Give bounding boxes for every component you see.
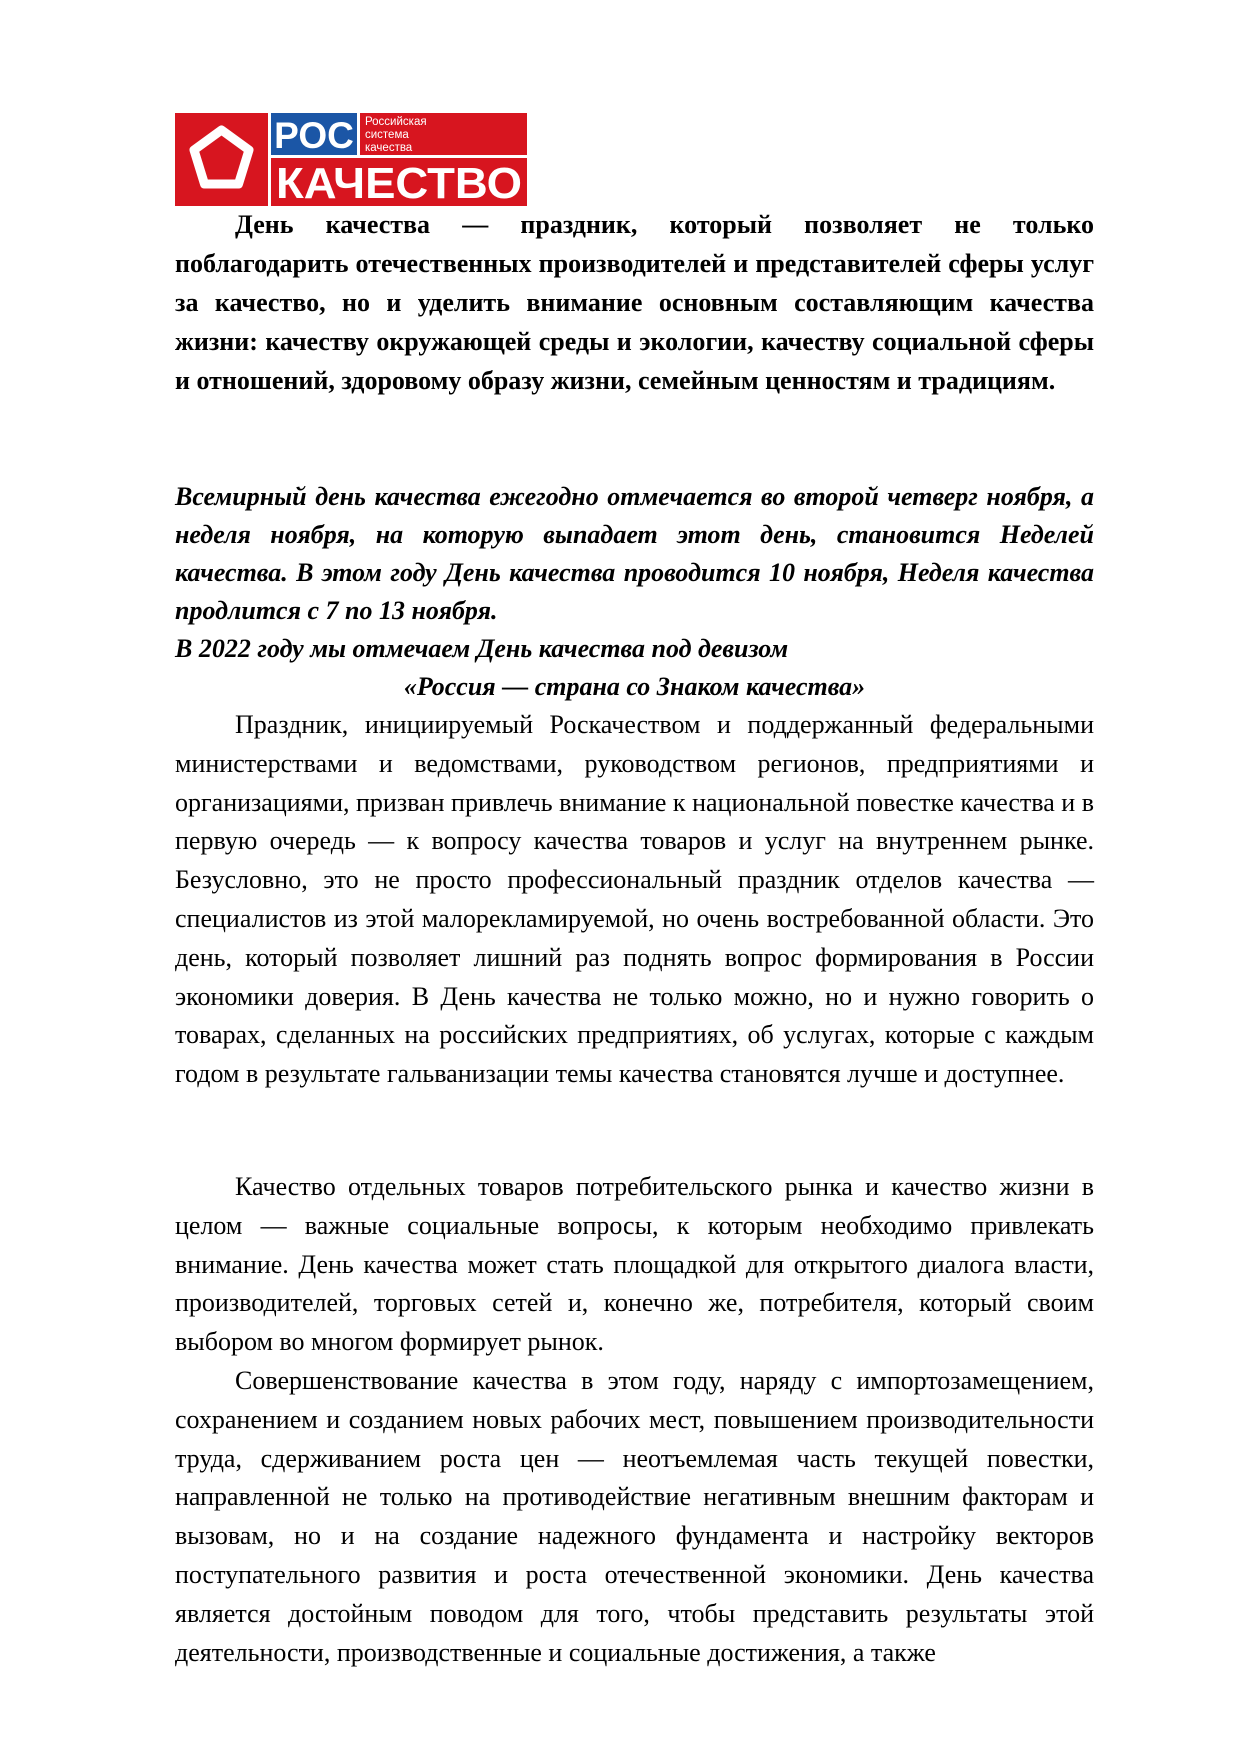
logo-tagline-line-2: система	[365, 129, 409, 141]
announcement-paragraph: Всемирный день качества ежегодно отмечается во второй четверг ноября, а неделя ноября, на которую выпадает этот день, становится Неделей качества. В этом году День качества проводится 10 ноября, Неделя качества продлится с 7 по 13 ноября.	[175, 482, 1094, 625]
body-paragraph: Праздник, инициируемый Роскачеством и поддержанный федеральными министерствами и ведомствами, руководством регионов, предприятиями и организациями, призван привлечь внимание к национальной повестке качества и в первую очередь — к вопросу качества товаров и услуг на внутреннем рынке. Безусловно, это не просто профессиональный праздник отделов качества — специалистов из этой малорекламируемой, но очень востребованной области. Это день, который позволяет лишний раз поднять вопрос формирования в России экономики доверия. В День качества не только можно, но и нужно говорить о товарах, сделанных на российских предприятиях, об услугах, которые с каждым годом в результате гальванизации темы качества становятся лучше и доступнее.	[175, 710, 1094, 1089]
logo-abbr: РОС	[274, 115, 354, 156]
logo-tagline-line-3: качества	[365, 142, 413, 154]
logo-tagline-line-1: Российская	[365, 116, 427, 128]
body-paragraph: Качество отдельных товаров потребительского рынка и качество жизни в целом — важные социальные вопросы, к которым необходимо привлекать внимание. День качества может стать площадкой для открытого диалога власти, производителей, торговых сетей и, конечно же, потребителя, который своим выбором во многом формирует рынок.	[175, 1172, 1094, 1357]
motto-intro: В 2022 году мы отмечаем День качества под девизом	[175, 634, 789, 663]
roskachestvo-logo	[175, 113, 527, 206]
motto: «Россия — страна со Знаком качества»	[403, 672, 866, 701]
body-paragraph: Совершенствование качества в этом году, наряду с импортозамещением, сохранением и созданием новых рабочих мест, повышением производительности труда, сдерживанием роста цен — неотъемлемая часть текущей повестки, направленной не только на противодействие негативным внешним факторам и вызовам, но и на создание надежного фундамента и настройку векторов поступательного развития и роста отечественной экономики. День качества является достойным поводом для того, чтобы представить результаты этой деятельности, производственные и социальные достижения, а также	[175, 1366, 1094, 1667]
intro-paragraph: День качества — праздник, который позволяет не только поблагодарить отечественных производителей и представителей сферы услуг за качество, но и уделить внимание основным составляющим качества жизни: качеству окружающей среды и экологии, качеству социальной сферы и отношений, здоровому образу жизни, семейным ценностям и традициям.	[175, 210, 1094, 395]
logo-name: КАЧЕСТВО	[276, 159, 522, 206]
